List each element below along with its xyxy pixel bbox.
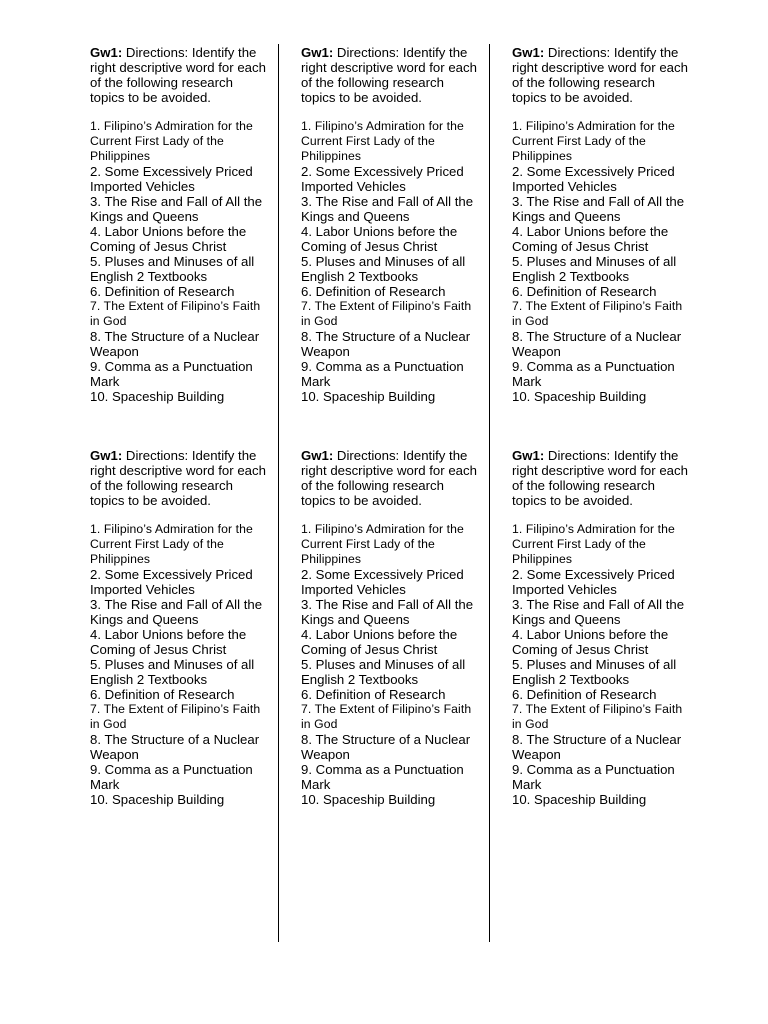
topic-item: 2. Some Excessively Priced Imported Vehicles	[90, 164, 253, 194]
worksheet-copy	[512, 45, 692, 404]
topic-item: 7. The Extent of Filipino’s Faith in God	[512, 299, 683, 328]
topic-item: 7. The Extent of Filipino’s Faith in God	[90, 702, 261, 731]
topic-item: 1. Filipino’s Admiration for the Current First Lady of the Philippines	[512, 119, 675, 163]
topic-item: 3. The Rise and Fall of All the Kings and Queens	[512, 194, 685, 224]
group-work-label: Gw1:	[512, 448, 545, 463]
topic-item: 2. Some Excessively Priced Imported Vehicles	[512, 567, 675, 597]
topic-item: 10. Spaceship Building	[301, 389, 436, 404]
topic-item: 6. Definition of Research	[512, 687, 657, 702]
directions-paragraph	[90, 448, 270, 508]
topic-item: 10. Spaceship Building	[90, 792, 225, 807]
topic-item: 9. Comma as a Punctuation Mark	[512, 359, 675, 389]
topic-item: 2. Some Excessively Priced Imported Vehicles	[90, 567, 253, 597]
group-work-label: Gw1:	[90, 448, 123, 463]
topic-item: 9. Comma as a Punctuation Mark	[90, 762, 253, 792]
directions-text: Directions: Identify the right descriptive word for each of the following research topics to be avoided.	[90, 448, 266, 508]
topic-item: 4. Labor Unions before the Coming of Jesus Christ	[512, 224, 669, 254]
topic-item: 3. The Rise and Fall of All the Kings and Queens	[301, 597, 474, 627]
topic-item: 1. Filipino’s Admiration for the Current First Lady of the Philippines	[512, 522, 675, 566]
topic-item: 8. The Structure of a Nuclear Weapon	[90, 732, 260, 762]
topic-item: 5. Pluses and Minuses of all English 2 Textbooks	[301, 254, 466, 284]
topic-item: 4. Labor Unions before the Coming of Jesus Christ	[90, 627, 247, 657]
topic-item: 7. The Extent of Filipino’s Faith in God	[90, 299, 261, 328]
directions-text: Directions: Identify the right descriptive word for each of the following research topics to be avoided.	[90, 45, 266, 105]
topic-item: 4. Labor Unions before the Coming of Jesus Christ	[301, 224, 458, 254]
topic-list	[512, 522, 692, 807]
topic-item: 5. Pluses and Minuses of all English 2 Textbooks	[301, 657, 466, 687]
column-divider	[278, 44, 279, 942]
topic-item: 6. Definition of Research	[512, 284, 657, 299]
topic-item: 6. Definition of Research	[301, 284, 446, 299]
topic-list	[512, 119, 692, 404]
topic-item: 10. Spaceship Building	[301, 792, 436, 807]
directions-text: Directions: Identify the right descriptive word for each of the following research topics to be avoided.	[301, 448, 477, 508]
directions-text: Directions: Identify the right descriptive word for each of the following research topics to be avoided.	[512, 448, 688, 508]
topic-item: 7. The Extent of Filipino’s Faith in God	[301, 299, 472, 328]
topic-item: 4. Labor Unions before the Coming of Jesus Christ	[90, 224, 247, 254]
topic-item: 9. Comma as a Punctuation Mark	[512, 762, 675, 792]
topic-item: 10. Spaceship Building	[90, 389, 225, 404]
topic-item: 7. The Extent of Filipino’s Faith in God	[301, 702, 472, 731]
worksheet-copy	[90, 45, 270, 404]
topic-item: 3. The Rise and Fall of All the Kings and Queens	[301, 194, 474, 224]
topic-item: 5. Pluses and Minuses of all English 2 Textbooks	[90, 657, 255, 687]
worksheet-copy	[90, 448, 270, 807]
topic-item: 8. The Structure of a Nuclear Weapon	[512, 732, 682, 762]
topic-item: 2. Some Excessively Priced Imported Vehicles	[301, 164, 464, 194]
topic-item: 1. Filipino’s Admiration for the Current First Lady of the Philippines	[90, 119, 253, 163]
topic-item: 9. Comma as a Punctuation Mark	[301, 359, 464, 389]
directions-paragraph	[512, 45, 692, 105]
topic-item: 5. Pluses and Minuses of all English 2 Textbooks	[90, 254, 255, 284]
worksheet-copy	[301, 45, 481, 404]
topic-item: 10. Spaceship Building	[512, 792, 647, 807]
directions-text: Directions: Identify the right descriptive word for each of the following research topics to be avoided.	[512, 45, 688, 105]
topic-item: 6. Definition of Research	[90, 687, 235, 702]
topic-item: 9. Comma as a Punctuation Mark	[301, 762, 464, 792]
topic-item: 1. Filipino’s Admiration for the Current First Lady of the Philippines	[301, 119, 464, 163]
topic-item: 9. Comma as a Punctuation Mark	[90, 359, 253, 389]
topic-item: 4. Labor Unions before the Coming of Jesus Christ	[512, 627, 669, 657]
topic-item: 6. Definition of Research	[90, 284, 235, 299]
directions-paragraph	[301, 448, 481, 508]
topic-item: 5. Pluses and Minuses of all English 2 Textbooks	[512, 657, 677, 687]
topic-item: 3. The Rise and Fall of All the Kings and Queens	[512, 597, 685, 627]
topic-item: 10. Spaceship Building	[512, 389, 647, 404]
topic-item: 1. Filipino’s Admiration for the Current First Lady of the Philippines	[90, 522, 253, 566]
worksheet-copy	[301, 448, 481, 807]
topic-item: 7. The Extent of Filipino’s Faith in God	[512, 702, 683, 731]
topic-item: 3. The Rise and Fall of All the Kings and Queens	[90, 597, 263, 627]
topic-list	[301, 119, 481, 404]
topic-item: 8. The Structure of a Nuclear Weapon	[301, 732, 471, 762]
topic-item: 5. Pluses and Minuses of all English 2 Textbooks	[512, 254, 677, 284]
topic-item: 8. The Structure of a Nuclear Weapon	[301, 329, 471, 359]
directions-paragraph	[301, 45, 481, 105]
topic-list	[90, 522, 270, 807]
topic-item: 2. Some Excessively Priced Imported Vehicles	[301, 567, 464, 597]
topic-item: 8. The Structure of a Nuclear Weapon	[512, 329, 682, 359]
topic-list	[90, 119, 270, 404]
group-work-label: Gw1:	[301, 45, 334, 60]
worksheet-copy	[512, 448, 692, 807]
topic-item: 6. Definition of Research	[301, 687, 446, 702]
topic-item: 3. The Rise and Fall of All the Kings and Queens	[90, 194, 263, 224]
topic-item: 8. The Structure of a Nuclear Weapon	[90, 329, 260, 359]
group-work-label: Gw1:	[90, 45, 123, 60]
group-work-label: Gw1:	[512, 45, 545, 60]
topic-item: 2. Some Excessively Priced Imported Vehicles	[512, 164, 675, 194]
group-work-label: Gw1:	[301, 448, 334, 463]
directions-text: Directions: Identify the right descriptive word for each of the following research topics to be avoided.	[301, 45, 477, 105]
directions-paragraph	[512, 448, 692, 508]
topic-item: 4. Labor Unions before the Coming of Jesus Christ	[301, 627, 458, 657]
topic-item: 1. Filipino’s Admiration for the Current First Lady of the Philippines	[301, 522, 464, 566]
directions-paragraph	[90, 45, 270, 105]
column-divider	[489, 44, 490, 942]
topic-list	[301, 522, 481, 807]
